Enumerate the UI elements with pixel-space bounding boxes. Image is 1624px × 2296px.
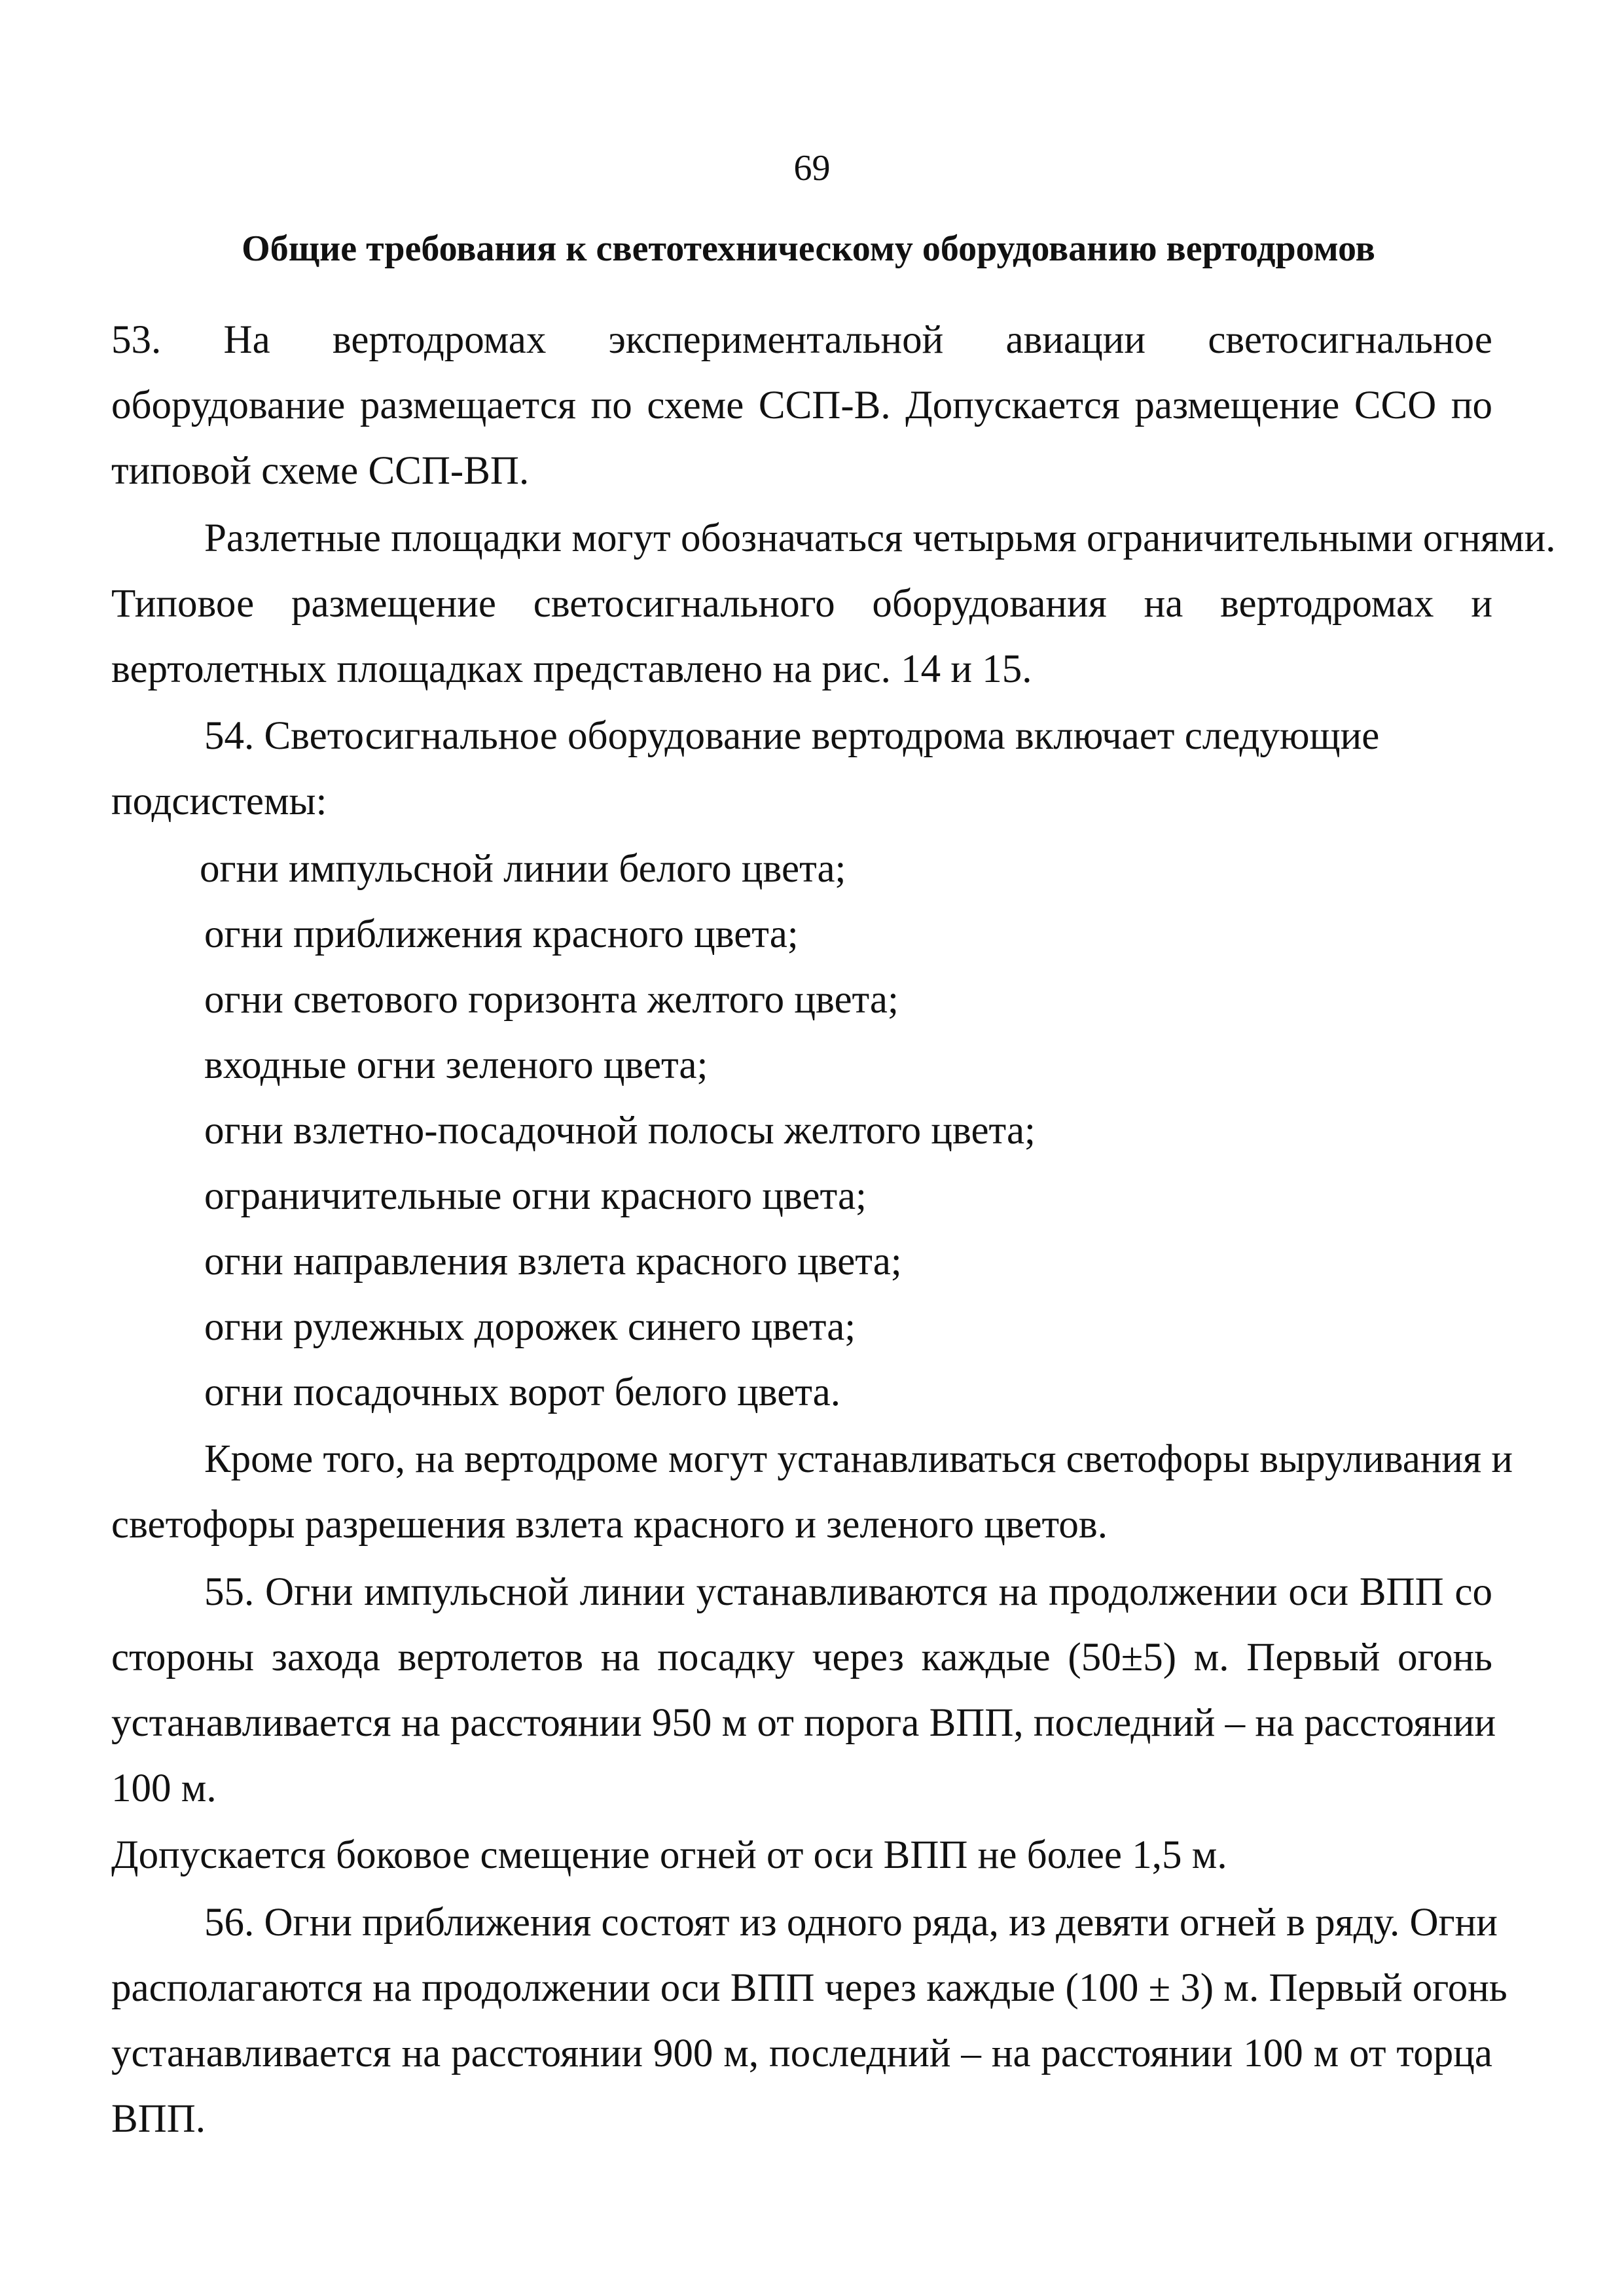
paragraph-traffic-lights-line-1: Кроме того, на вертодроме могут устанавливаться светофоры выруливания и [204, 1437, 1513, 1481]
list-item: огни приближения красного цвета; [204, 912, 799, 956]
paragraph-scatter-areas: Разлетные площадки могут обозначаться четырьмя ограничительными огнями. [204, 516, 1556, 560]
paragraph-traffic-lights-line-2: светофоры разрешения взлета красного и зеленого цветов. [111, 1503, 1108, 1547]
paragraph-53-line-3: типовой схеме ССП-ВП. [111, 449, 530, 493]
paragraph-55-line-2: стороны захода вертолетов на посадку через каждые (50±5) м. Первый огонь [111, 1636, 1492, 1679]
paragraph-55-line-3: устанавливается на расстоянии 950 м от порога ВПП, последний – на расстоянии [111, 1701, 1496, 1745]
paragraph-56-line-2: располагаются на продолжении оси ВПП через каждые (100 ± 3) м. Первый огонь [111, 1966, 1507, 2010]
list-item: огни направления взлета красного цвета; [204, 1240, 902, 1283]
list-item: ограничительные огни красного цвета; [204, 1174, 867, 1218]
section-heading: Общие требования к светотехническому оборудованию вертодромов [242, 228, 1375, 269]
page-number: 69 [793, 148, 831, 188]
paragraph-56-line-4: ВПП. [111, 2097, 206, 2141]
paragraph-54-line-2: подсистемы: [111, 780, 327, 823]
list-item: огни светового горизонта желтого цвета; [204, 978, 899, 1022]
list-item: входные огни зеленого цвета; [204, 1043, 708, 1087]
paragraph-55-line-4: 100 м. [111, 1767, 217, 1810]
paragraph-55-line-1: 55. Огни импульсной линии устанавливаются на продолжении оси ВПП со [204, 1570, 1492, 1614]
paragraph-55-note: Допускается боковое смещение огней от оси ВПП не более 1,5 м. [111, 1833, 1227, 1877]
paragraph-53-line-1: 53. На вертодромах экспериментальной авиации светосигнальное [111, 318, 1492, 362]
paragraph-typical-placement-line-2: вертолетных площадках представлено на рис. 14 и 15. [111, 647, 1032, 691]
list-item: огни рулежных дорожек синего цвета; [204, 1305, 856, 1349]
paragraph-typical-placement-line-1: Типовое размещение светосигнального оборудования на вертодромах и [111, 582, 1492, 626]
paragraph-53-line-2: оборудование размещается по схеме ССП-В. Допускается размещение ССО по [111, 384, 1492, 427]
paragraph-56-line-1: 56. Огни приближения состоят из одного ряда, из девяти огней в ряду. Огни [204, 1901, 1498, 1945]
list-item: огни импульсной линии белого цвета; [200, 847, 846, 891]
paragraph-54-line-1: 54. Светосигнальное оборудование вертодрома включает следующие [204, 714, 1380, 758]
list-item: огни посадочных ворот белого цвета. [204, 1371, 841, 1414]
paragraph-56-line-3: устанавливается на расстоянии 900 м, последний – на расстоянии 100 м от торца [111, 2032, 1492, 2075]
list-item: огни взлетно-посадочной полосы желтого цвета; [204, 1109, 1036, 1153]
